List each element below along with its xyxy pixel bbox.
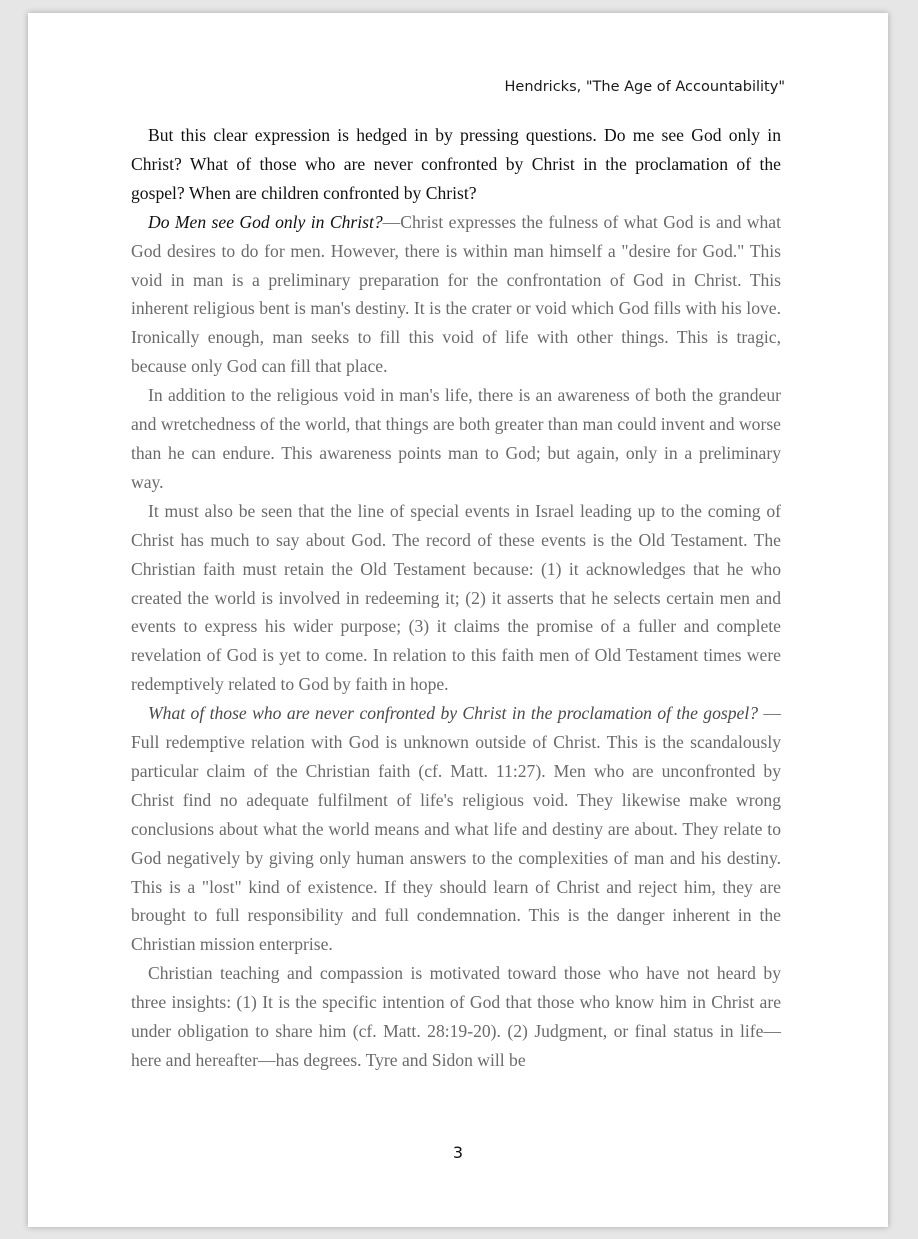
paragraph-old-testament (131, 497, 781, 699)
document-page (28, 13, 888, 1227)
paragraph-text: —Christ expresses the fulness of what God is and what God desires to do for men. However, there is within man himself a "desire for God." This void in man is a preliminary preparation for the confrontation of God in Christ. This inherent religious bent is man's destiny. It is the crater or void which God fills with his love. Ironically enough, man seeks to fill this void of life with other things. This is tragic, because only God can fill that place. (131, 211, 781, 377)
paragraph-text: In addition to the religious void in man's life, there is an awareness of both the grandeur and wretchedness of the world, that things are both greater than man could invent and worse than he can endure. This awareness points man to God; but again, only in a preliminary way. (131, 385, 781, 492)
paragraph-god-in-christ (131, 208, 781, 381)
paragraph-text: Christian teaching and compassion is motivated toward those who have not heard by three insights: (1) It is the specific intention of God that those who know him in Christ are under obligation to share him (cf. Matt. 28:19-20). (2) Judgment, or final status in life—here and hereafter—has degrees. Tyre and Sidon will be (131, 963, 781, 1070)
paragraph-lead-question: What of those who are never confronted by Christ in the proclamation of the gospel? (148, 703, 758, 724)
paragraph-questions (131, 121, 781, 208)
paragraph-never-confronted (131, 699, 781, 959)
paragraph-teaching-compassion (131, 959, 781, 1075)
paragraph-text: It must also be seen that the line of special events in Israel leading up to the coming of Christ has much to say about God. The record of these events is the Old Testament. The Christian faith must retain the Old Testament because: (1) it acknowledges that he who created the world is involved in redeeming it; (2) it asserts that he selects certain men and events to express his wider purpose; (3) it claims the promise of a fuller and complete revelation of God is yet to come. In relation to this faith men of Old Testament times were redemptively related to God by faith in hope. (131, 500, 781, 695)
paragraph-lead-question: Do Men see God only in Christ? (148, 211, 383, 232)
page-number: 3 (452, 1143, 464, 1162)
paragraph-text: — Full redemptive relation with God is unknown outside of Christ. This is the scandalously particular claim of the Christian faith (cf. Matt. 11:27). Men who are unconfronted by Christ find no adequate fulfilment of life's religious void. They likewise make wrong conclusions about what the world means and what life and destiny are about. They relate to God negatively by giving only human answers to the complexities of man and his destiny. This is a "lost" kind of existence. If they should learn of Christ and reject him, they are brought to full responsibility and full condemnation. This is the danger inherent in the Christian mission enterprise. (131, 703, 781, 955)
paragraph-religious-void (131, 381, 781, 497)
running-header: Hendricks, "The Age of Accountability" (504, 79, 785, 95)
body-text (131, 121, 781, 1075)
paragraph-text: But this clear expression is hedged in by pressing questions. Do me see God only in Christ? What of those who are never confronted by Christ in the proclamation of the gospel? When are children confronted by Christ? (131, 125, 781, 203)
